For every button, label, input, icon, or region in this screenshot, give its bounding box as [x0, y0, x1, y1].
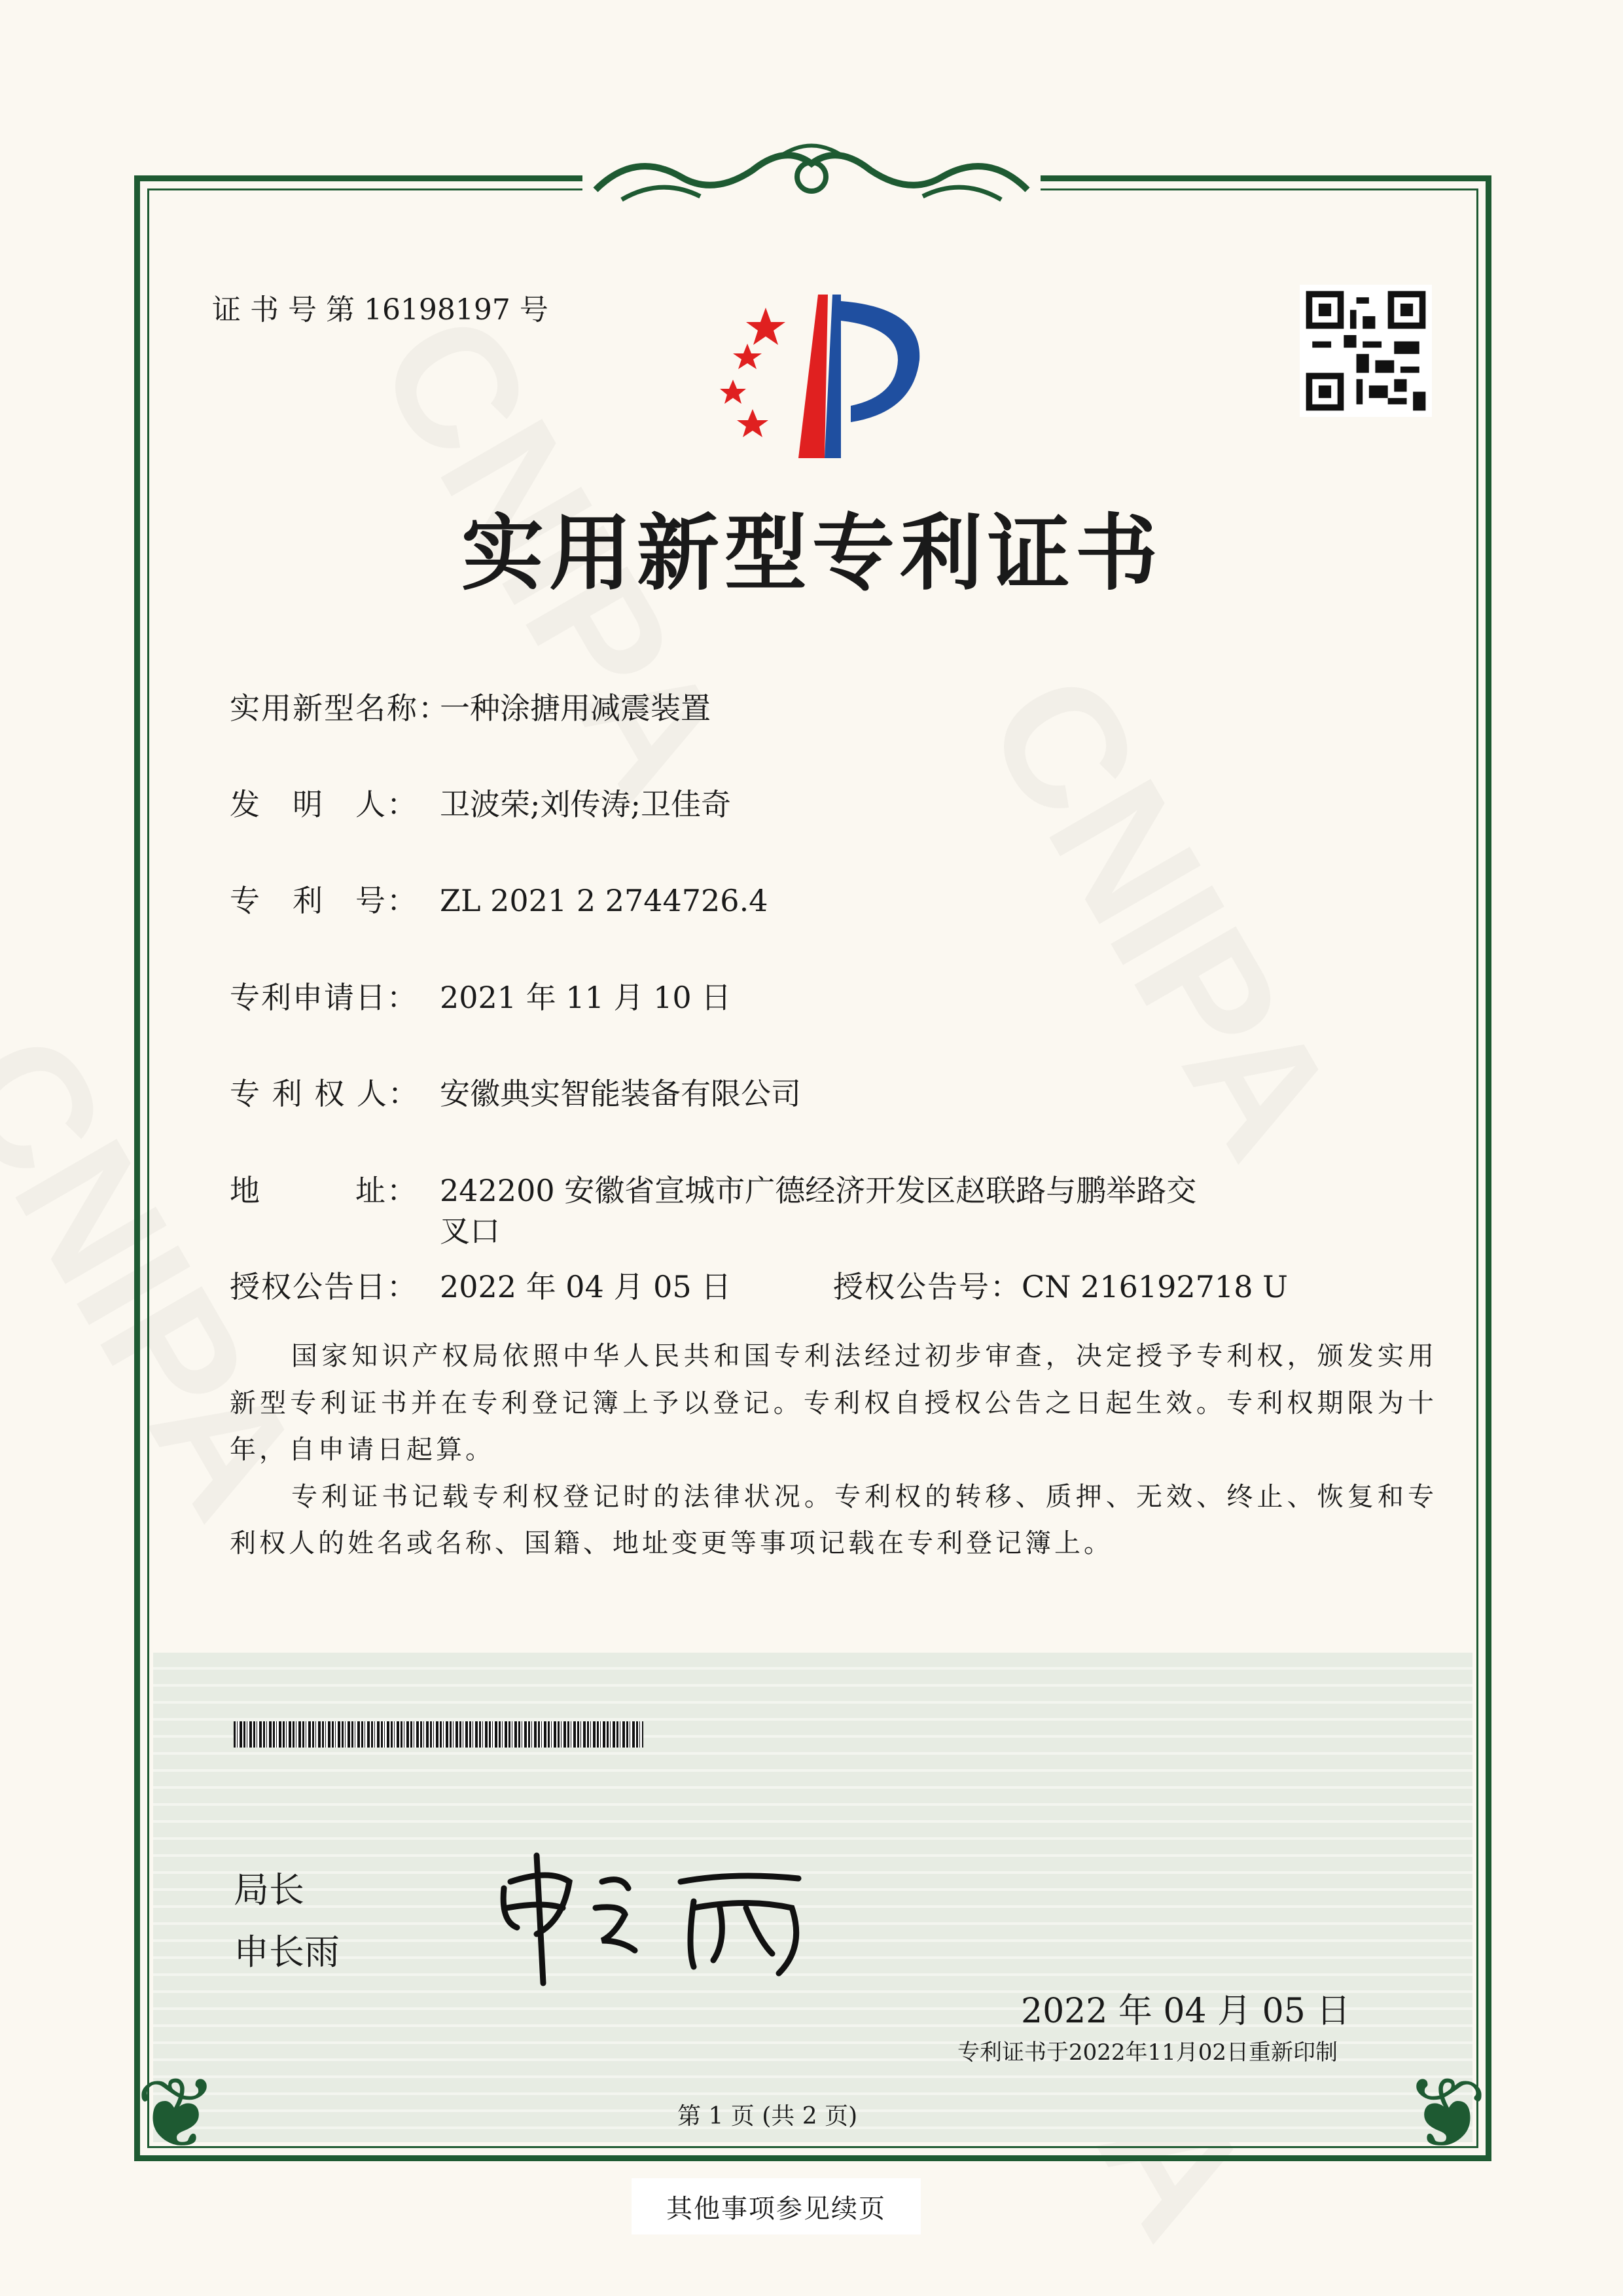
field-label: 授权公告日：: [230, 1269, 418, 1304]
field-value: 卫波荣;刘传涛;卫佳奇: [440, 787, 731, 822]
certificate-statement: [230, 1333, 1437, 1568]
field-address-line2: 叉口: [440, 1213, 500, 1249]
top-ornament-icon: [582, 137, 1041, 216]
signatory-title: 局长: [234, 1869, 304, 1910]
field-value: 一种涂搪用减震装置: [440, 691, 711, 726]
statement-paragraph: 专利证书记载专利权登记时的法律状况。专利权的转移、质押、无效、终止、恢复和专利权人的姓名或名称、国籍、地址变更等事项记载在专利登记簿上。: [230, 1481, 1437, 1558]
field-grant-date: [230, 1263, 731, 1306]
field-patent-number: [230, 877, 768, 920]
qr-code-icon: [1298, 285, 1433, 417]
cnipa-logo-icon: [694, 281, 942, 471]
field-address: [230, 1167, 1196, 1210]
field-utility-model-name: [230, 685, 711, 728]
corner-ornament-icon: ❦: [135, 2057, 218, 2171]
field-application-date: [230, 974, 731, 1017]
field-label: 实用新型名称：: [230, 691, 450, 726]
field-label: 专 利 号：: [230, 883, 418, 918]
field-label: 专利申请日：: [230, 980, 418, 1015]
signature-icon: [497, 1842, 838, 1990]
field-value: CN 216192718 U: [1022, 1269, 1288, 1304]
signatory-name: 申长雨: [234, 1931, 340, 1973]
field-patentee: [230, 1070, 801, 1113]
statement-paragraph: 国家知识产权局依照中华人民共和国专利法经过初步审查，决定授予专利权，颁发实用新型专利证书并在专利登记簿上予以登记。专利权自授权公告之日起生效。专利权期限为十年，自申请日起算。: [230, 1341, 1437, 1465]
field-value: 2021 年 11 月 10 日: [440, 980, 732, 1015]
field-value: 2022 年 04 月 05 日: [440, 1269, 732, 1304]
corner-ornament-icon: ❦: [1405, 2057, 1488, 2171]
certificate-title: 实用新型专利证书: [461, 505, 1163, 601]
certificate-number: 证 书 号 第 16198197 号: [212, 293, 548, 327]
page-info: 第 1 页 (共 2 页): [677, 2103, 858, 2130]
field-label: 专 利 权 人：: [230, 1076, 419, 1111]
continued-note: 其他事项参见续页: [666, 2193, 886, 2224]
issue-date: 2022 年 04 月 05 日: [1021, 1992, 1351, 2031]
field-value: ZL 2021 2 2744726.4: [440, 883, 768, 918]
reprint-note: 专利证书于2022年11月02日重新印制: [957, 2039, 1338, 2066]
field-value: 安徽典实智能装备有限公司: [440, 1076, 801, 1111]
field-value: 242200 安徽省宣城市广德经济开发区赵联路与鹏举路交: [440, 1173, 1197, 1208]
field-label: 地 址：: [230, 1173, 418, 1208]
field-label: 授权公告号：: [833, 1269, 1022, 1304]
field-inventors: [230, 781, 731, 824]
continued-note-box: [632, 2178, 921, 2234]
field-grant-number: [833, 1263, 1288, 1306]
field-label: 发 明 人：: [230, 787, 418, 822]
barcode: [234, 1721, 643, 1748]
